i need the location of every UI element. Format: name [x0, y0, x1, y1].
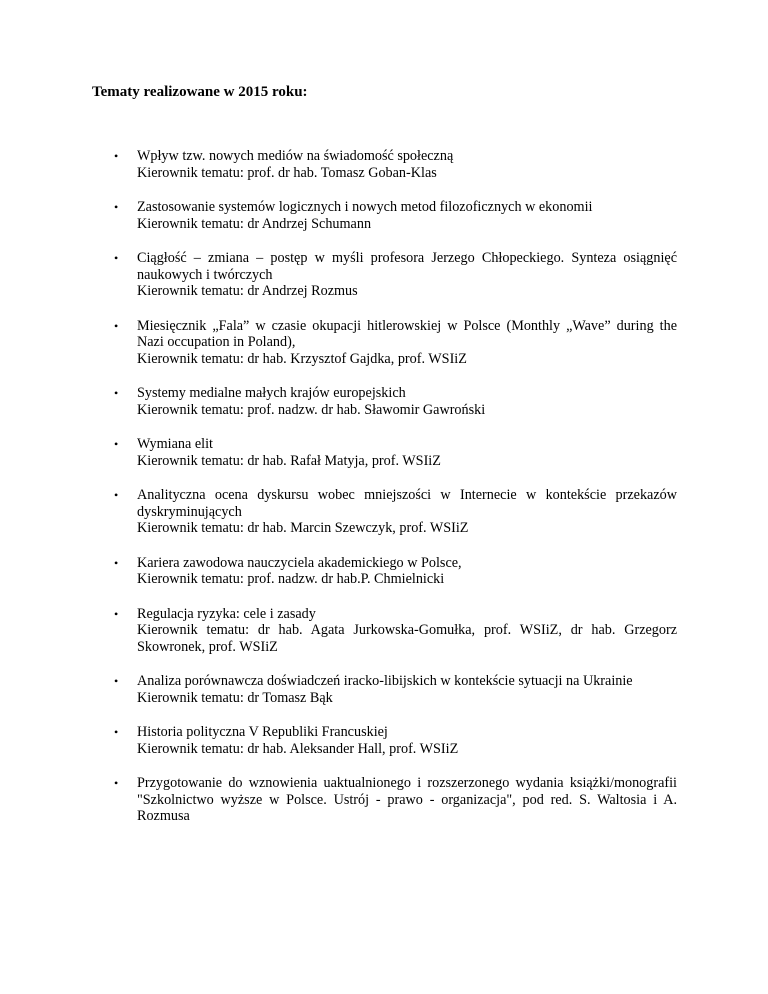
list-item — [114, 199, 677, 232]
bullet-icon: • — [114, 606, 119, 621]
list-item — [114, 554, 677, 588]
topic-leader: Kierownik tematu: dr hab. Aleksander Hall, prof. WSIiZ — [137, 740, 459, 757]
bullet-icon: • — [114, 437, 119, 451]
list-item — [114, 148, 677, 181]
list-item — [114, 487, 677, 537]
list-item — [114, 385, 677, 418]
topic-title: Kariera zawodowa nauczyciela akademickiego w Polsce, — [137, 554, 462, 571]
topic-leader: Kierownik tematu: dr hab. Agata Jurkowska-Gomułka, prof. WSIiZ, dr hab. Grzegorz Skowronek, prof. WSIiZ — [137, 622, 677, 655]
bullet-icon: • — [114, 200, 119, 214]
topic-leader: Kierownik tematu: prof. nadzw. dr hab. Sławomir Gawroński — [137, 401, 486, 418]
page-heading: Tematy realizowane w 2015 roku: — [92, 84, 308, 100]
topic-list — [0, 148, 768, 843]
topic-leader: Kierownik tematu: dr hab. Rafał Matyja, prof. WSIiZ — [137, 452, 441, 469]
list-item — [114, 605, 677, 656]
topic-leader: Kierownik tematu: dr Andrzej Rozmus — [137, 283, 358, 299]
topic-leader: Kierownik tematu: dr Andrzej Schumann — [137, 215, 372, 232]
bullet-icon: • — [114, 674, 119, 688]
list-item — [114, 250, 677, 300]
topic-leader: Kierownik tematu: prof. dr hab. Tomasz Goban-Klas — [137, 164, 437, 181]
bullet-icon: • — [114, 725, 119, 739]
bullet-icon: • — [114, 318, 119, 333]
topic-title: Miesięcznik „Fala” w czasie okupacji hitlerowskiej w Polsce (Monthly „Wave” during the Nazi occupation in Poland), — [137, 317, 677, 350]
topic-title: Analityczna ocena dyskursu wobec mniejszości w Internecie w kontekście przekazów dyskryminujących — [137, 487, 677, 520]
topic-title: Przygotowanie do wznowienia uaktualnionego i rozszerzonego wydania książki/monografii "Szkolnictwo wyższe w Polsce. Ustrój - prawo - organizacja", pod red. S. Waltosia i A. Rozmusa — [137, 775, 677, 824]
list-item — [114, 317, 677, 368]
topic-title: Zastosowanie systemów logicznych i nowych metod filozoficznych w ekonomii — [137, 199, 593, 215]
list-item — [114, 673, 677, 706]
list-item — [114, 724, 677, 757]
bullet-icon: • — [114, 776, 119, 790]
bullet-icon: • — [114, 555, 119, 570]
topic-title: Wpływ tzw. nowych mediów na świadomość społeczną — [137, 148, 454, 164]
bullet-icon: • — [114, 386, 119, 400]
topic-title: Systemy medialne małych krajów europejskich — [137, 385, 406, 401]
list-item — [114, 775, 677, 825]
topic-leader: Kierownik tematu: prof. nadzw. dr hab.P. Chmielnicki — [137, 571, 445, 587]
topic-title: Regulacja ryzyka: cele i zasady — [137, 605, 316, 622]
topic-leader: Kierownik tematu: dr Tomasz Bąk — [137, 689, 333, 706]
topic-title: Historia polityczna V Republiki Francuskiej — [137, 724, 388, 740]
topic-leader: Kierownik tematu: dr hab. Marcin Szewczyk, prof. WSIiZ — [137, 520, 469, 536]
list-item — [114, 436, 677, 469]
bullet-icon: • — [114, 251, 119, 265]
bullet-icon: • — [114, 488, 119, 502]
topic-title: Wymiana elit — [137, 436, 213, 452]
bullet-icon: • — [114, 149, 119, 163]
topic-title: Analiza porównawcza doświadczeń iracko-libijskich w kontekście sytuacji na Ukrainie — [137, 673, 633, 689]
topic-title: Ciągłość – zmiana – postęp w myśli profesora Jerzego Chłopeckiego. Synteza osiągnięć naukowych i twórczych — [137, 250, 677, 283]
topic-leader: Kierownik tematu: dr hab. Krzysztof Gajdka, prof. WSIiZ — [137, 350, 467, 367]
